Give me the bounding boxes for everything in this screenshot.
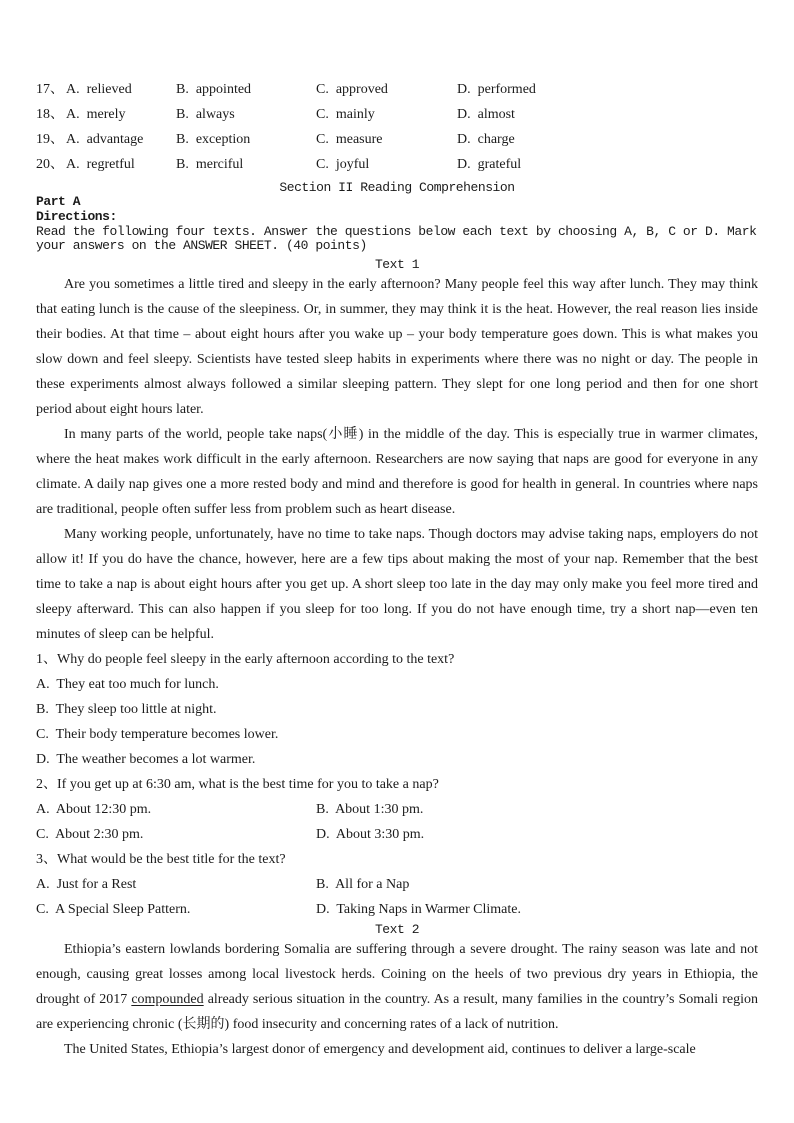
question-option: C. Their body temperature becomes lower.	[36, 727, 279, 743]
question-option: A. Just for a Rest	[36, 877, 137, 893]
cloze-row	[36, 102, 758, 127]
question-option: B. They sleep too little at night.	[36, 702, 217, 718]
cloze-options-block	[36, 77, 758, 177]
cloze-number: 18、	[36, 107, 64, 122]
cloze-row	[36, 77, 758, 102]
cloze-row	[36, 127, 758, 152]
cloze-number: 17、	[36, 82, 64, 97]
question-option: D. Taking Naps in Warmer Climate.	[316, 902, 522, 918]
question-option: C. A Special Sleep Pattern.	[36, 902, 191, 918]
question-text: 1、Why do people feel sleepy in the early afternoon according to the text?	[36, 652, 455, 668]
text2-body	[36, 937, 758, 1062]
part-a-label: Part A	[36, 194, 81, 209]
cloze-option: A. advantage	[66, 132, 144, 147]
question-option-row	[36, 822, 758, 847]
question-option: A. They eat too much for lunch.	[36, 677, 219, 693]
cloze-number: 20、	[36, 157, 64, 172]
cloze-option: B. exception	[176, 132, 251, 147]
underlined-word: compounded	[131, 992, 204, 1008]
cloze-option: B. appointed	[176, 82, 252, 97]
question-option-row	[36, 897, 758, 922]
cloze-option: C. approved	[316, 82, 388, 97]
cloze-option: C. measure	[316, 132, 383, 147]
paragraph: In many parts of the world, people take naps(小睡) in the middle of the day. This is especially true in warmer climates, where the heat makes work difficult in the early afternoon. Researchers are now saying that naps are good for everyone in any climate. A daily nap gives one a more rested body and mind and therefore is good for health in general. In countries where naps are traditional, people often suffer less from problem such as heart disease.	[36, 427, 758, 518]
cloze-option: A. regretful	[66, 157, 135, 172]
cloze-option: A. merely	[66, 107, 126, 122]
paragraph-segment: already serious situation in the country. As a result, many families in the country’s Somali region are experiencing chronic (长期的) food insecurity and concerning rates of a lack of nutrition.	[36, 992, 758, 1033]
cloze-option: B. always	[176, 107, 235, 122]
paragraph-segment: Ethiopia’s eastern lowlands bordering Somalia are suffering through a severe drought. The rainy season was late and not enough, causing great losses among local livestock herds. Coining on the heels of two previous dry years in Ethiopia, the drought of 2017	[36, 942, 758, 1008]
paragraph	[36, 937, 758, 1037]
paragraph: Many working people, unfortunately, have no time to take naps. Though doctors may advise taking naps, employers do not allow it! If you do have the chance, however, here are a few tips about making the most of your nap. Remember that the best time to take a nap is about eight hours after you get up. A short sleep too late in the day may only make you feel more tired and sleepy afterward. This can also happen if you sleep for too long. If you do not have enough time, try a short nap—even ten minutes of sleep can be helpful.	[36, 527, 758, 643]
cloze-option: D. grateful	[457, 157, 522, 172]
question-option-row	[36, 872, 758, 897]
question-option: B. About 1:30 pm.	[316, 802, 424, 818]
question-option: C. About 2:30 pm.	[36, 827, 144, 843]
question-option: D. About 3:30 pm.	[316, 827, 425, 843]
question-text: 3、What would be the best title for the text?	[36, 852, 286, 868]
cloze-row	[36, 152, 758, 177]
text1-questions	[36, 647, 758, 922]
cloze-option: C. joyful	[316, 157, 370, 172]
text1-body	[36, 272, 758, 647]
section-title: Section II Reading Comprehension	[279, 180, 515, 195]
cloze-option: D. charge	[457, 132, 515, 147]
directions-line: Read the following four texts. Answer the questions below each text by choosing A, B, C or D. Mark	[36, 223, 757, 239]
paragraph: Are you sometimes a little tired and sleepy in the early afternoon? Many people feel this way after lunch. They may think that eating lunch is the cause of the sleepiness. Or, in summer, they may think it is the heat. However, the real reason lies inside their bodies. At that time – about eight hours after you wake up – your body temperature goes down. This is what makes you slow down and feel sleepy. Scientists have tested sleep habits in experiments where there was no night or day. The people in these experiments almost always followed a similar sleeping pattern. They slept for one long period and then for one short period about eight hours later.	[36, 277, 758, 418]
question	[36, 847, 758, 922]
question-option: B. All for a Nap	[316, 877, 410, 893]
directions-label: Directions:	[36, 208, 117, 224]
text2-title: Text 2	[374, 922, 420, 938]
question	[36, 647, 758, 772]
directions-text	[36, 225, 758, 255]
cloze-option: B. merciful	[176, 157, 244, 172]
cloze-option: D. almost	[457, 107, 515, 122]
directions-line: your answers on the ANSWER SHEET. (40 points)	[36, 238, 367, 254]
question-option-row	[36, 797, 758, 822]
question-option: D. The weather becomes a lot warmer.	[36, 752, 256, 768]
cloze-number: 19、	[36, 132, 64, 147]
cloze-option: D. performed	[457, 82, 536, 97]
cloze-option: A. relieved	[66, 82, 132, 97]
text1-title: Text 1	[374, 257, 420, 273]
question	[36, 772, 758, 847]
cloze-option: C. mainly	[316, 107, 375, 122]
question-text: 2、If you get up at 6:30 am, what is the best time for you to take a nap?	[36, 777, 439, 793]
paragraph: The United States, Ethiopia’s largest donor of emergency and development aid, continues to deliver a large-scale	[64, 1042, 696, 1058]
question-option: A. About 12:30 pm.	[36, 802, 152, 818]
